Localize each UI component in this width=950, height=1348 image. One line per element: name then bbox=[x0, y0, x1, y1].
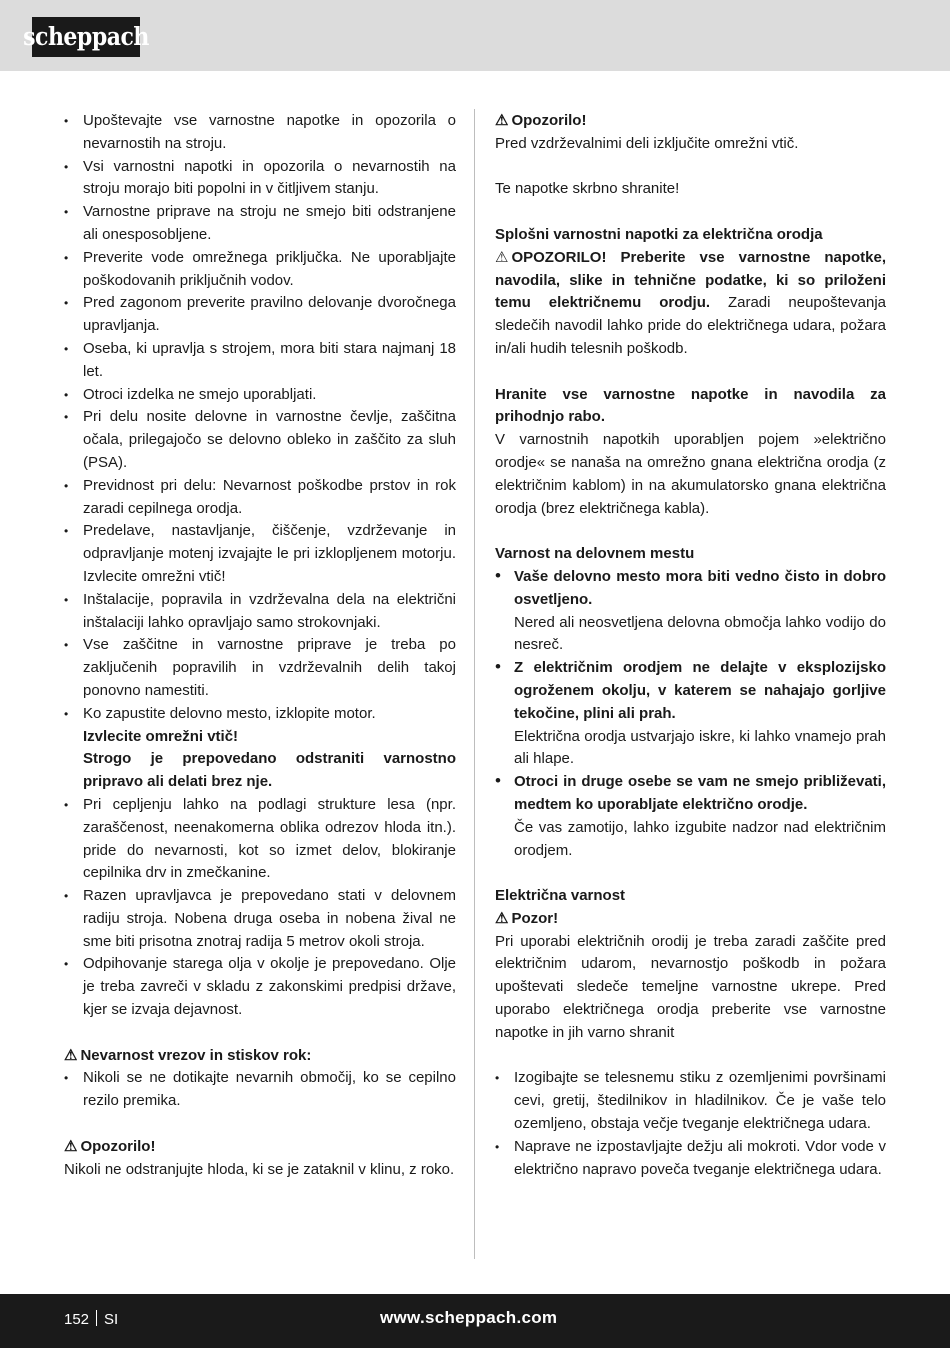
general-warning-text: Zaradi neupoštevanja sledečih navodil lahko pride do električnega udara, požara in/ali hudih telesnih poškodb. bbox=[495, 294, 886, 357]
general-warning-paragraph bbox=[495, 247, 886, 361]
motor-text: • Ko zapustite delovno mesto, izklopite motor. bbox=[83, 704, 376, 722]
warning-text: Nikoli ne odstranjujte hloda, ki se je zataknil v klinu, z roko. bbox=[64, 1160, 455, 1178]
warning-text: Pred vzdrževalnimi deli izključite omrežni vtič. bbox=[495, 134, 799, 152]
keep-all-heading: Hranite vse varnostne napotke in navodila za prihodnjo rabo. bbox=[495, 385, 886, 426]
list-item: • Preverite vode omrežnega priključka. Ne uporabljajte poškodovanih priključnih vodov. bbox=[64, 247, 456, 293]
general-safety-heading: Splošni varnostni napotki za električna orodja bbox=[495, 225, 823, 243]
warning-heading: ⚠ Opozorilo! bbox=[64, 1136, 456, 1159]
list-item: • Vsi varnostni napotki in opozorila o nevarnostih na stroju morajo biti popolni in v čitljivem stanju. bbox=[64, 156, 456, 202]
prohibited-text: Strogo je prepovedano odstraniti varnostno pripravo ali delati brez nje. bbox=[83, 750, 456, 791]
electrical-list bbox=[495, 1067, 886, 1181]
warning-triangle-icon: ⚠ bbox=[495, 112, 509, 129]
list-item: • Vse zaščitne in varnostne priprave je treba po zaključenih popravilih in vzdrževalnih delih takoj ponovno namestiti. bbox=[64, 634, 456, 702]
list-item: • Naprave ne izpostavljajte dežju ali mokroti. Vdor vode v električno napravo poveča tveganje električnega udara. bbox=[495, 1136, 886, 1182]
list-item: • Otroci in druge osebe se vam ne smejo približevati, medtem ko uporabljate električno orodje. Če vas zamotijo, lahko izgubite nadzor nad električnim orodjem. bbox=[495, 771, 886, 862]
separator bbox=[96, 1310, 97, 1326]
list-item: • Z električnim orodjem ne delajte v eksplozijsko ogroženem okolju, v katerem se nahajajo gorljive tekočine, plini ali prah. Električna orodja ustvarjajo iskre, ki lahko vnamejo prah ali hlape. bbox=[495, 657, 886, 771]
column-divider bbox=[474, 109, 475, 1259]
list-item-motor bbox=[64, 703, 456, 794]
list-item: • Oseba, ki upravlja s strojem, mora biti stara najmanj 18 let. bbox=[64, 338, 456, 384]
list-item: • Previdnost pri delu: Nevarnost poškodbe prstov in rok zaradi cepilnega orodja. bbox=[64, 475, 456, 521]
cut-hazard-list bbox=[64, 1067, 456, 1113]
list-item: • Inštalacije, popravila in vzdrževalna dela na električni inštalaciji lahko opravljajo samo strokovnjaki. bbox=[64, 589, 456, 635]
list-item: • Vaše delovno mesto mora biti vedno čisto in dobro osvetljeno. Nered ali neosvetljena delovna območja lahko vodijo do nesreč. bbox=[495, 566, 886, 657]
list-item: • Pred zagonom preverite pravilno delovanje dvoročnega upravljanja. bbox=[64, 292, 456, 338]
safety-list bbox=[64, 110, 456, 1022]
general-warning-bold: OPOZORILO! Preberite vse varnostne napotke, navodila, slike in tehnične podatke, ki so priloženi temu električnemu orodju. bbox=[495, 248, 886, 312]
footer-bar bbox=[0, 1294, 950, 1348]
workplace-list bbox=[495, 566, 886, 862]
warning-triangle-icon: ⚠ bbox=[495, 909, 509, 927]
list-item: • Upoštevajte vse varnostne napotke in opozorila o nevarnostih na stroju. bbox=[64, 110, 456, 156]
caution-text: Pri uporabi električnih orodij je treba zaradi zaščite pred električnim udarom, nevarnostjo poškodb in požara upoštevati sledeče temeljne varnostne ukrepe. Pred uporabo električnega orodja preberite vse varnostne napotke in jih varno shranit bbox=[495, 932, 886, 1041]
right-column bbox=[495, 110, 886, 1181]
logo-text: scheppach bbox=[23, 22, 149, 52]
warning-heading: ⚠ Opozorilo! bbox=[495, 110, 886, 133]
brand-logo bbox=[23, 17, 149, 57]
electrical-safety-heading: Električna varnost bbox=[495, 887, 626, 905]
caution-heading: ⚠ Pozor! bbox=[495, 908, 886, 931]
keep-all-text: V varnostnih napotkih uporabljen pojem »električno orodje« se nanaša na omrežno gnana električna orodja (z električnim kablom) in na akumulatorsko gnana električna orodja (brez električnega kabla). bbox=[495, 431, 886, 517]
list-item: • Razen upravljavca je prepovedano stati v delovnem radiju stroja. Nobena druga oseba in nobena žival ne sme biti prisotna znotraj radija 5 metrov okoli stroja. bbox=[64, 885, 456, 953]
warning-triangle-icon: ⚠ bbox=[64, 1137, 78, 1155]
website-link[interactable]: www.scheppach.com bbox=[380, 1308, 558, 1327]
language-code: SI bbox=[104, 1311, 119, 1328]
list-item: • Nikoli se ne dotikajte nevarnih območij, ko se cepilno rezilo premika. bbox=[64, 1067, 456, 1113]
cut-hazard-heading: ⚠ Nevarnost vrezov in stiskov rok: bbox=[64, 1045, 456, 1068]
list-item: • Otroci izdelka ne smejo uporabljati. bbox=[64, 384, 456, 407]
list-item: • Odpihovanje starega olja v okolje je prepovedano. Olje je treba zavreči v skladu z zakonskimi predpisi države, kjer se izvaja dejavnost. bbox=[64, 953, 456, 1021]
list-item: • Izogibajte se telesnemu stiku z ozemljenimi površinami cevi, gretij, štedilnikov in hladilnikov. Če je vaše telo ozemljeno, obstaja večje tveganje električnega udara. bbox=[495, 1067, 886, 1135]
keep-instructions-text: Te napotke skrbno shranite! bbox=[495, 180, 680, 198]
list-item: • Predelave, nastavljanje, čiščenje, vzdrževanje in odpravljanje motenj izvajajte le pri izklopljenem motorju. Izvlecite omrežni vtič! bbox=[64, 520, 456, 588]
header-band bbox=[0, 0, 950, 71]
list-item: • Varnostne priprave na stroju ne smejo biti odstranjene ali onesposobljene. bbox=[64, 201, 456, 247]
unplug-text: Izvlecite omrežni vtič! bbox=[83, 727, 239, 745]
warning-triangle-icon: ⚠ bbox=[495, 248, 509, 266]
list-item: • Pri delu nosite delovne in varnostne čevlje, zaščitna očala, prilegajočo se delovno obleko in zaščito za sluh (PSA). bbox=[64, 406, 456, 474]
list-item: • Pri cepljenju lahko na podlagi strukture lesa (npr. zaraščenost, neenakomerna oblika odrezov hloda itn.). pride do nevarnosti, kot so izmet delov, blokiranje cepilnika drv in zmečkanine. bbox=[64, 794, 456, 885]
warning-triangle-icon: ⚠ bbox=[64, 1046, 78, 1064]
left-column bbox=[64, 110, 456, 1181]
page-number: 152 SI bbox=[64, 1311, 119, 1328]
workplace-heading: Varnost na delovnem mestu bbox=[495, 545, 695, 563]
